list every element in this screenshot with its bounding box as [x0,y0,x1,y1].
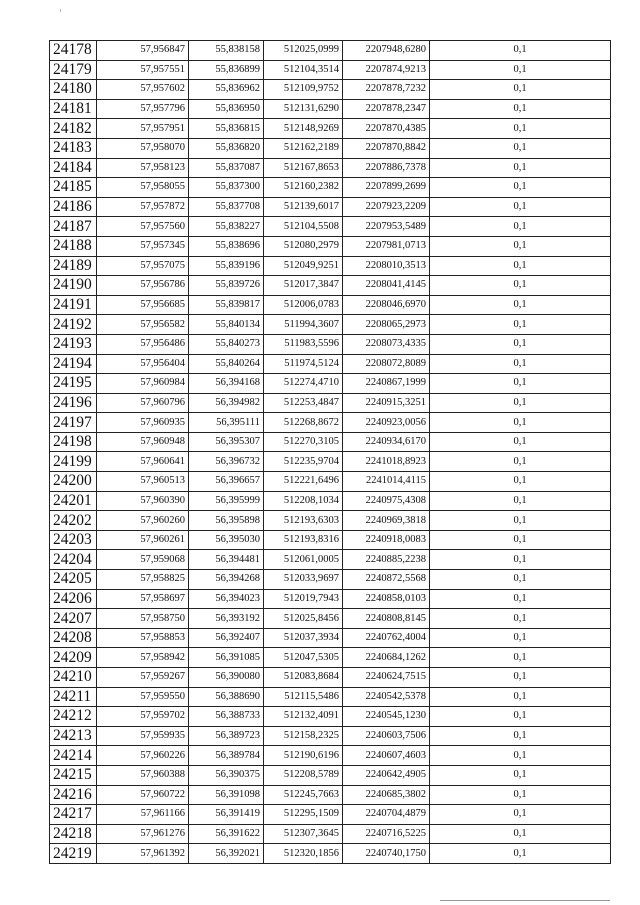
point-number-cell: 24196 [50,393,97,413]
x-coordinate-cell: 512160,2382 [264,178,343,198]
value-cell: 0,1 [430,413,611,433]
point-number-cell: 24207 [50,609,97,629]
point-number-cell: 24186 [50,197,97,217]
y-coordinate-cell: 2207953,5489 [343,217,430,237]
x-coordinate-cell: 512193,8316 [264,530,343,550]
longitude-cell: 55,837300 [189,178,264,198]
latitude-cell: 57,958123 [97,158,189,178]
value-cell: 0,1 [430,785,611,805]
value-cell: 0,1 [430,80,611,100]
y-coordinate-cell: 2207874,9213 [343,60,430,80]
latitude-cell: 57,956486 [97,334,189,354]
latitude-cell: 57,957345 [97,236,189,256]
latitude-cell: 57,961166 [97,805,189,825]
x-coordinate-cell: 512109,9752 [264,80,343,100]
longitude-cell: 56,394481 [189,550,264,570]
longitude-cell: 55,838227 [189,217,264,237]
latitude-cell: 57,959935 [97,726,189,746]
y-coordinate-cell: 2207923,2209 [343,197,430,217]
point-number-cell: 24209 [50,648,97,668]
value-cell: 0,1 [430,138,611,158]
point-number-cell: 24183 [50,138,97,158]
y-coordinate-cell: 2240872,5568 [343,570,430,590]
table-row [50,687,611,707]
value-cell: 0,1 [430,550,611,570]
y-coordinate-cell: 2207878,7232 [343,80,430,100]
table-row [50,197,611,217]
value-cell: 0,1 [430,354,611,374]
value-cell: 0,1 [430,119,611,139]
x-coordinate-cell: 512104,5508 [264,217,343,237]
longitude-cell: 55,836820 [189,138,264,158]
y-coordinate-cell: 2240542,5378 [343,687,430,707]
x-coordinate-cell: 512270,3105 [264,432,343,452]
x-coordinate-cell: 511974,5124 [264,354,343,374]
point-number-cell: 24187 [50,217,97,237]
x-coordinate-cell: 512115,5486 [264,687,343,707]
longitude-cell: 55,840264 [189,354,264,374]
table-row [50,648,611,668]
longitude-cell: 56,394268 [189,570,264,590]
point-number-cell: 24212 [50,707,97,727]
latitude-cell: 57,957872 [97,197,189,217]
latitude-cell: 57,956582 [97,315,189,335]
table-row [50,334,611,354]
x-coordinate-cell: 512019,7943 [264,589,343,609]
latitude-cell: 57,960261 [97,530,189,550]
latitude-cell: 57,960388 [97,765,189,785]
longitude-cell: 56,395111 [189,413,264,433]
longitude-cell: 56,388733 [189,707,264,727]
longitude-cell: 56,395307 [189,432,264,452]
y-coordinate-cell: 2207948,6280 [343,41,430,61]
point-number-cell: 24219 [50,844,97,864]
table-row [50,570,611,590]
longitude-cell: 56,391098 [189,785,264,805]
value-cell: 0,1 [430,217,611,237]
point-number-cell: 24190 [50,276,97,296]
latitude-cell: 57,961392 [97,844,189,864]
value-cell: 0,1 [430,236,611,256]
latitude-cell: 57,960390 [97,491,189,511]
longitude-cell: 56,396732 [189,452,264,472]
longitude-cell: 55,836899 [189,60,264,80]
table-row [50,374,611,394]
y-coordinate-cell: 2240918,0083 [343,530,430,550]
longitude-cell: 56,389784 [189,746,264,766]
value-cell: 0,1 [430,178,611,198]
longitude-cell: 56,393192 [189,609,264,629]
table-row [50,41,611,61]
point-number-cell: 24185 [50,178,97,198]
table-row [50,60,611,80]
table-row [50,256,611,276]
longitude-cell: 56,389723 [189,726,264,746]
table-row [50,119,611,139]
y-coordinate-cell: 2207878,2347 [343,99,430,119]
latitude-cell: 57,956786 [97,276,189,296]
y-coordinate-cell: 2240923,0056 [343,413,430,433]
y-coordinate-cell: 2240740,1750 [343,844,430,864]
table-row [50,295,611,315]
y-coordinate-cell: 2208046,6970 [343,295,430,315]
latitude-cell: 57,960984 [97,374,189,394]
latitude-cell: 57,958750 [97,609,189,629]
x-coordinate-cell: 512061,0005 [264,550,343,570]
point-number-cell: 24211 [50,687,97,707]
table-row [50,746,611,766]
x-coordinate-cell: 512132,4091 [264,707,343,727]
value-cell: 0,1 [430,393,611,413]
latitude-cell: 57,959068 [97,550,189,570]
latitude-cell: 57,960796 [97,393,189,413]
y-coordinate-cell: 2240685,3802 [343,785,430,805]
point-number-cell: 24206 [50,589,97,609]
longitude-cell: 56,396657 [189,472,264,492]
value-cell: 0,1 [430,687,611,707]
table-row [50,765,611,785]
longitude-cell: 56,392021 [189,844,264,864]
y-coordinate-cell: 2240885,2238 [343,550,430,570]
x-coordinate-cell: 512162,2189 [264,138,343,158]
value-cell: 0,1 [430,41,611,61]
x-coordinate-cell: 512221,6496 [264,472,343,492]
value-cell: 0,1 [430,452,611,472]
point-number-cell: 24213 [50,726,97,746]
latitude-cell: 57,959702 [97,707,189,727]
y-coordinate-cell: 2207870,4385 [343,119,430,139]
latitude-cell: 57,958853 [97,628,189,648]
point-number-cell: 24181 [50,99,97,119]
latitude-cell: 57,958070 [97,138,189,158]
y-coordinate-cell: 2240684,1262 [343,648,430,668]
longitude-cell: 55,836815 [189,119,264,139]
latitude-cell: 57,960226 [97,746,189,766]
point-number-cell: 24178 [50,41,97,61]
table-row [50,550,611,570]
longitude-cell: 56,391085 [189,648,264,668]
x-coordinate-cell: 512274,4710 [264,374,343,394]
value-cell: 0,1 [430,472,611,492]
x-coordinate-cell: 512131,6290 [264,99,343,119]
point-number-cell: 24195 [50,374,97,394]
latitude-cell: 57,956685 [97,295,189,315]
longitude-cell: 55,836950 [189,99,264,119]
point-number-cell: 24179 [50,60,97,80]
value-cell: 0,1 [430,648,611,668]
longitude-cell: 55,837708 [189,197,264,217]
latitude-cell: 57,960948 [97,432,189,452]
table-row [50,432,611,452]
latitude-cell: 57,957551 [97,60,189,80]
value-cell: 0,1 [430,432,611,452]
longitude-cell: 55,837087 [189,158,264,178]
x-coordinate-cell: 512253,4847 [264,393,343,413]
table-row [50,511,611,531]
x-coordinate-cell: 512033,9697 [264,570,343,590]
table-row [50,530,611,550]
point-number-cell: 24189 [50,256,97,276]
longitude-cell: 56,390080 [189,668,264,688]
x-coordinate-cell: 512148,9269 [264,119,343,139]
longitude-cell: 55,839726 [189,276,264,296]
value-cell: 0,1 [430,668,611,688]
table-row [50,354,611,374]
value-cell: 0,1 [430,491,611,511]
x-coordinate-cell: 512025,0999 [264,41,343,61]
y-coordinate-cell: 2240762,4004 [343,628,430,648]
point-number-cell: 24201 [50,491,97,511]
longitude-cell: 55,839817 [189,295,264,315]
table-row [50,589,611,609]
table-row [50,315,611,335]
latitude-cell: 57,958697 [97,589,189,609]
point-number-cell: 24205 [50,570,97,590]
x-coordinate-cell: 512193,6303 [264,511,343,531]
point-number-cell: 24199 [50,452,97,472]
table-row [50,668,611,688]
value-cell: 0,1 [430,844,611,864]
y-coordinate-cell: 2240858,0103 [343,589,430,609]
longitude-cell: 55,839196 [189,256,264,276]
table-row [50,99,611,119]
coordinates-table [49,40,611,864]
table-row [50,413,611,433]
latitude-cell: 57,960260 [97,511,189,531]
point-number-cell: 24204 [50,550,97,570]
x-coordinate-cell: 512047,5305 [264,648,343,668]
x-coordinate-cell: 512245,7663 [264,785,343,805]
x-coordinate-cell: 512167,8653 [264,158,343,178]
y-coordinate-cell: 2240915,3251 [343,393,430,413]
bottom-rule [440,900,610,901]
longitude-cell: 55,836962 [189,80,264,100]
table-row [50,726,611,746]
x-coordinate-cell: 512158,2325 [264,726,343,746]
value-cell: 0,1 [430,609,611,629]
latitude-cell: 57,956847 [97,41,189,61]
point-number-cell: 24192 [50,315,97,335]
latitude-cell: 57,958825 [97,570,189,590]
latitude-cell: 57,960722 [97,785,189,805]
value-cell: 0,1 [430,746,611,766]
x-coordinate-cell: 512235,9704 [264,452,343,472]
value-cell: 0,1 [430,99,611,119]
value-cell: 0,1 [430,60,611,80]
y-coordinate-cell: 2240603,7506 [343,726,430,746]
latitude-cell: 57,957560 [97,217,189,237]
x-coordinate-cell: 512006,0783 [264,295,343,315]
y-coordinate-cell: 2240867,1999 [343,374,430,394]
value-cell: 0,1 [430,315,611,335]
point-number-cell: 24203 [50,530,97,550]
table-row [50,628,611,648]
longitude-cell: 56,391419 [189,805,264,825]
value-cell: 0,1 [430,197,611,217]
x-coordinate-cell: 512307,3645 [264,824,343,844]
x-coordinate-cell: 511983,5596 [264,334,343,354]
x-coordinate-cell: 511994,3607 [264,315,343,335]
longitude-cell: 55,840134 [189,315,264,335]
y-coordinate-cell: 2240642,4905 [343,765,430,785]
table-row [50,472,611,492]
x-coordinate-cell: 512268,8672 [264,413,343,433]
y-coordinate-cell: 2208072,8089 [343,354,430,374]
value-cell: 0,1 [430,628,611,648]
longitude-cell: 56,392407 [189,628,264,648]
x-coordinate-cell: 512295,1509 [264,805,343,825]
y-coordinate-cell: 2240808,8145 [343,609,430,629]
value-cell: 0,1 [430,726,611,746]
y-coordinate-cell: 2208073,4335 [343,334,430,354]
value-cell: 0,1 [430,530,611,550]
value-cell: 0,1 [430,824,611,844]
value-cell: 0,1 [430,295,611,315]
y-coordinate-cell: 2240607,4603 [343,746,430,766]
y-coordinate-cell: 2207870,8842 [343,138,430,158]
latitude-cell: 57,957075 [97,256,189,276]
table-row [50,785,611,805]
y-coordinate-cell: 2208041,4145 [343,276,430,296]
value-cell: 0,1 [430,805,611,825]
longitude-cell: 56,391622 [189,824,264,844]
y-coordinate-cell: 2207886,7378 [343,158,430,178]
y-coordinate-cell: 2241018,8923 [343,452,430,472]
value-cell: 0,1 [430,374,611,394]
y-coordinate-cell: 2207899,2699 [343,178,430,198]
point-number-cell: 24198 [50,432,97,452]
coordinates-table-body [50,41,611,864]
latitude-cell: 57,957602 [97,80,189,100]
longitude-cell: 56,395999 [189,491,264,511]
x-coordinate-cell: 512208,5789 [264,765,343,785]
table-row [50,178,611,198]
point-number-cell: 24188 [50,236,97,256]
table-row [50,393,611,413]
longitude-cell: 56,394023 [189,589,264,609]
y-coordinate-cell: 2240545,1230 [343,707,430,727]
x-coordinate-cell: 512080,2979 [264,236,343,256]
table-row [50,824,611,844]
table-row [50,844,611,864]
latitude-cell: 57,957796 [97,99,189,119]
x-coordinate-cell: 512025,8456 [264,609,343,629]
x-coordinate-cell: 512139,6017 [264,197,343,217]
latitude-cell: 57,958055 [97,178,189,198]
longitude-cell: 56,390375 [189,765,264,785]
value-cell: 0,1 [430,511,611,531]
point-number-cell: 24184 [50,158,97,178]
longitude-cell: 55,838158 [189,41,264,61]
latitude-cell: 57,960935 [97,413,189,433]
x-coordinate-cell: 512208,1034 [264,491,343,511]
latitude-cell: 57,960513 [97,472,189,492]
point-number-cell: 24191 [50,295,97,315]
x-coordinate-cell: 512320,1856 [264,844,343,864]
y-coordinate-cell: 2208065,2973 [343,315,430,335]
y-coordinate-cell: 2240704,4879 [343,805,430,825]
y-coordinate-cell: 2240716,5225 [343,824,430,844]
table-row [50,217,611,237]
point-number-cell: 24200 [50,472,97,492]
table-row [50,158,611,178]
point-number-cell: 24193 [50,334,97,354]
point-number-cell: 24215 [50,765,97,785]
longitude-cell: 55,840273 [189,334,264,354]
point-number-cell: 24214 [50,746,97,766]
longitude-cell: 56,394982 [189,393,264,413]
table-row [50,609,611,629]
table-row [50,138,611,158]
y-coordinate-cell: 2240624,7515 [343,668,430,688]
y-coordinate-cell: 2240969,3818 [343,511,430,531]
point-number-cell: 24194 [50,354,97,374]
point-number-cell: 24180 [50,80,97,100]
x-coordinate-cell: 512049,9251 [264,256,343,276]
longitude-cell: 56,395898 [189,511,264,531]
x-coordinate-cell: 512104,3514 [264,60,343,80]
table-row [50,707,611,727]
y-coordinate-cell: 2207981,0713 [343,236,430,256]
value-cell: 0,1 [430,334,611,354]
latitude-cell: 57,957951 [97,119,189,139]
y-coordinate-cell: 2240934,6170 [343,432,430,452]
table-row [50,805,611,825]
point-number-cell: 24210 [50,668,97,688]
x-coordinate-cell: 512190,6196 [264,746,343,766]
value-cell: 0,1 [430,765,611,785]
x-coordinate-cell: 512017,3847 [264,276,343,296]
page-mark [60,9,61,12]
value-cell: 0,1 [430,570,611,590]
longitude-cell: 55,838696 [189,236,264,256]
latitude-cell: 57,959550 [97,687,189,707]
y-coordinate-cell: 2208010,3513 [343,256,430,276]
point-number-cell: 24182 [50,119,97,139]
y-coordinate-cell: 2240975,4308 [343,491,430,511]
latitude-cell: 57,961276 [97,824,189,844]
table-row [50,236,611,256]
point-number-cell: 24208 [50,628,97,648]
table-row [50,80,611,100]
latitude-cell: 57,956404 [97,354,189,374]
point-number-cell: 24202 [50,511,97,531]
table-row [50,452,611,472]
table-row [50,276,611,296]
value-cell: 0,1 [430,276,611,296]
longitude-cell: 56,388690 [189,687,264,707]
point-number-cell: 24216 [50,785,97,805]
longitude-cell: 56,394168 [189,374,264,394]
x-coordinate-cell: 512083,8684 [264,668,343,688]
table-row [50,491,611,511]
value-cell: 0,1 [430,256,611,276]
y-coordinate-cell: 2241014,4115 [343,472,430,492]
point-number-cell: 24197 [50,413,97,433]
x-coordinate-cell: 512037,3934 [264,628,343,648]
latitude-cell: 57,958942 [97,648,189,668]
longitude-cell: 56,395030 [189,530,264,550]
point-number-cell: 24218 [50,824,97,844]
value-cell: 0,1 [430,707,611,727]
value-cell: 0,1 [430,589,611,609]
latitude-cell: 57,959267 [97,668,189,688]
latitude-cell: 57,960641 [97,452,189,472]
point-number-cell: 24217 [50,805,97,825]
value-cell: 0,1 [430,158,611,178]
